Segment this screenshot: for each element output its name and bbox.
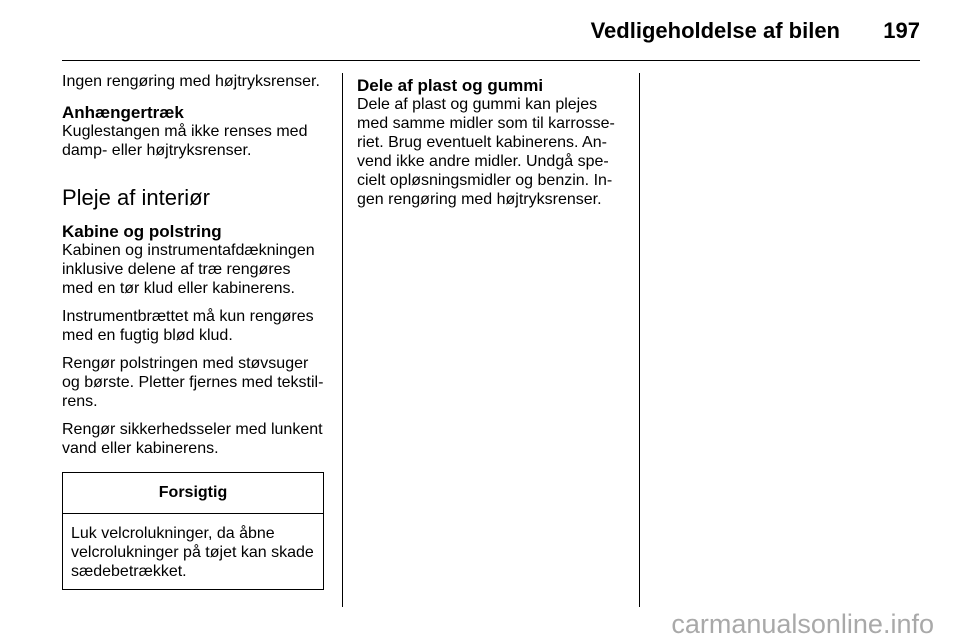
cabin-paragraph-4: Rengør sikkerhedsseler med lunkent vand eller kabinerens. bbox=[62, 421, 323, 457]
middle-column bbox=[357, 72, 623, 209]
interior-care-heading: Pleje af interiør bbox=[62, 185, 210, 210]
caution-text: Luk velcrolukninger, da åbne velcrolukninger på tøjet kan skade sædebetrækket. bbox=[71, 525, 314, 580]
plastic-rubber-text: Dele af plast og gummi kan plejes med samme midler som til karrosse-riet. Brug eventuelt kabinerens. An-vend ikke andre midler. Undgå spe-cielt opløsningsmidler og benzin. In-gen rengøring med højtryksrenser. bbox=[357, 96, 615, 208]
intro-text: Ingen rengøring med højtryksrenser. bbox=[62, 73, 320, 90]
column-divider-left bbox=[342, 73, 343, 607]
cabin-paragraph-3: Rengør polstringen med støvsuger og børste. Pletter fjernes med tekstil-rens. bbox=[62, 355, 324, 410]
watermark-text: carmanualsonline.info bbox=[671, 609, 934, 639]
page-header-title: Vedligeholdelse af bilen bbox=[590, 18, 840, 43]
cabin-paragraph-1: Kabinen og instrumentafdækningen inklusive delene af træ rengøres med en tør klud eller kabinerens. bbox=[62, 242, 315, 297]
cabin-paragraph-2: Instrumentbrættet må kun rengøres med en fugtig blød klud. bbox=[62, 308, 314, 344]
trailer-hitch-heading: Anhængertræk bbox=[62, 103, 184, 122]
left-column bbox=[62, 72, 326, 590]
column-divider-right bbox=[639, 73, 640, 607]
plastic-rubber-heading: Dele af plast og gummi bbox=[357, 76, 544, 95]
cabin-upholstery-heading: Kabine og polstring bbox=[62, 222, 222, 241]
page-number: 197 bbox=[883, 18, 920, 43]
caution-box bbox=[62, 472, 324, 590]
header-divider bbox=[62, 60, 920, 61]
caution-heading: Forsigtig bbox=[63, 473, 323, 514]
trailer-hitch-text: Kuglestangen må ikke renses med damp- eller højtryksrenser. bbox=[62, 123, 308, 159]
